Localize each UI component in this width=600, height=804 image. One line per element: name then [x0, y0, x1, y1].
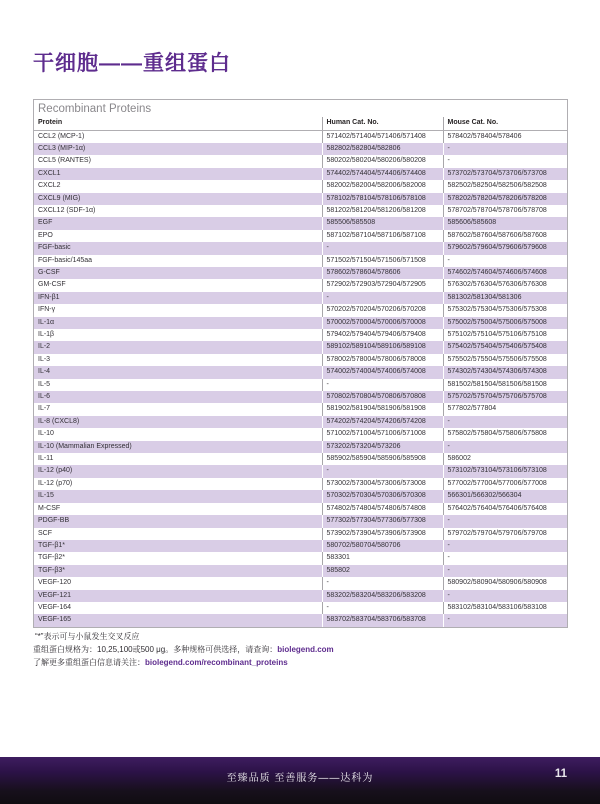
table-row	[34, 143, 567, 155]
footer-slogan: 至臻品质 至善服务——达科为	[226, 773, 374, 784]
mouse-cat-cell: 577802/577804	[443, 403, 567, 415]
mouse-cat-cell: 576402/576404/576406/576408	[443, 503, 567, 515]
protein-cell: VEGF-164	[38, 603, 72, 611]
protein-cell: IFN-γ	[38, 306, 56, 314]
human-cat-cell: 578602/578604/578606	[322, 267, 443, 279]
human-cat-cell: 570302/570304/570306/570308	[322, 490, 443, 502]
protein-cell: IL-1β	[38, 331, 55, 338]
mouse-cat-cell: 579602/579604/579606/579608	[443, 242, 567, 254]
column-header-protein: Protein	[34, 117, 322, 130]
table-row	[34, 341, 567, 353]
table-row	[34, 317, 567, 329]
mouse-cat-cell: 582502/582504/582506/582508	[443, 180, 567, 192]
protein-cell: TGF-β3*	[38, 566, 65, 574]
table-row	[34, 577, 567, 589]
protein-cell: IL-7	[38, 405, 51, 413]
human-cat-cell: 583301	[322, 552, 443, 564]
mouse-cat-cell: 575702/575704/575706/575708	[443, 391, 567, 403]
protein-cell: CXCL1	[38, 169, 61, 177]
human-cat-cell: 581902/581904/581906/581908	[322, 403, 443, 415]
mouse-cat-cell: 578202/578204/578206/578208	[443, 193, 567, 205]
protein-cell: IL-4	[38, 368, 51, 376]
protein-cell: CCL5 (RANTES)	[38, 157, 91, 165]
protein-cell: IL-12 (p70)	[38, 479, 73, 487]
human-cat-cell: 573202/573204/573206	[322, 441, 443, 453]
human-cat-cell: 570802/570804/570806/570808	[322, 391, 443, 403]
human-cat-cell: -	[322, 465, 443, 477]
human-cat-cell: 582002/582004/582006/582008	[322, 180, 443, 192]
human-cat-cell: 570202/570204/570206/570208	[322, 304, 443, 316]
mouse-cat-cell: -	[443, 540, 567, 552]
protein-cell: IFN-β1	[38, 293, 60, 301]
table-row	[34, 155, 567, 167]
mouse-cat-cell: 566301/566302/566304	[443, 490, 567, 502]
human-cat-cell: 582802/582804/582806	[322, 143, 443, 155]
table-row	[34, 515, 567, 527]
table-row	[34, 441, 567, 453]
mouse-cat-cell: 581502/581504/581506/581508	[443, 379, 567, 391]
protein-table	[34, 117, 567, 627]
table-row	[34, 292, 567, 304]
table-row	[34, 453, 567, 465]
table-header-row	[34, 117, 567, 130]
human-cat-cell: 581202/581204/581206/581208	[322, 205, 443, 217]
table-row	[34, 490, 567, 502]
mouse-cat-cell: 580902/580904/580906/580908	[443, 577, 567, 589]
table-row	[34, 565, 567, 577]
mouse-cat-cell: -	[443, 441, 567, 453]
protein-cell: VEGF-165	[38, 616, 72, 624]
footnotes	[33, 630, 568, 669]
mouse-cat-cell: 575302/575304/575306/575308	[443, 304, 567, 316]
table-row	[34, 329, 567, 341]
table-row	[34, 602, 567, 614]
footnote-sizes	[33, 643, 568, 656]
human-cat-cell: 577302/577304/577306/577308	[322, 515, 443, 527]
human-cat-cell: 574402/574404/574406/574408	[322, 168, 443, 180]
mouse-cat-cell: 575102/575104/575106/575108	[443, 329, 567, 341]
footer-bar	[0, 757, 600, 804]
table-row	[34, 180, 567, 192]
human-cat-cell: 585802	[322, 565, 443, 577]
table-row	[34, 366, 567, 378]
human-cat-cell: 574202/574204/574206/574208	[322, 416, 443, 428]
protein-cell: CCL3 (MIP-1α)	[38, 144, 86, 152]
table-row	[34, 279, 567, 291]
protein-cell: VEGF-121	[38, 591, 72, 599]
protein-cell: TGF-β1*	[38, 541, 65, 549]
mouse-cat-cell: 579702/579704/579706/579708	[443, 528, 567, 540]
human-cat-cell: 574802/574804/574806/574808	[322, 503, 443, 515]
human-cat-cell: 572902/572903/572904/572905	[322, 279, 443, 291]
protein-cell: CXCL9 (MIG)	[38, 194, 81, 202]
human-cat-cell: 589102/589104/589106/589108	[322, 341, 443, 353]
protein-cell: FGF-basic	[38, 244, 71, 252]
protein-cell: CXCL12 (SDF-1α)	[38, 206, 96, 214]
table-row	[34, 304, 567, 316]
human-cat-cell: 580702/580704/580706	[322, 540, 443, 552]
human-cat-cell: -	[322, 379, 443, 391]
human-cat-cell: 574002/574004/574006/574008	[322, 366, 443, 378]
human-cat-cell: 580202/580204/580206/580208	[322, 155, 443, 167]
mouse-cat-cell: 574602/574604/574606/574608	[443, 267, 567, 279]
table-row	[34, 193, 567, 205]
human-cat-cell: -	[322, 577, 443, 589]
mouse-cat-cell: 575402/575404/575406/575408	[443, 341, 567, 353]
human-cat-cell: 579402/579404/579406/579408	[322, 329, 443, 341]
protein-cell: IL-1α	[38, 318, 55, 326]
table-row	[34, 540, 567, 552]
mouse-cat-cell: -	[443, 255, 567, 267]
human-cat-cell: -	[322, 292, 443, 304]
protein-cell: IL-6	[38, 393, 51, 401]
mouse-cat-cell: -	[443, 565, 567, 577]
protein-cell: CCL2 (MCP-1)	[38, 132, 85, 140]
table-row	[34, 465, 567, 477]
mouse-cat-cell: 587602/587604/587606/587608	[443, 230, 567, 242]
protein-cell: M-CSF	[38, 504, 61, 512]
protein-cell: IL-12 (p40)	[38, 467, 73, 475]
protein-cell: PDGF-BB	[38, 517, 70, 525]
recombinant-proteins-table	[33, 99, 568, 628]
table-row	[34, 354, 567, 366]
page-number: 11	[554, 768, 567, 780]
protein-cell: G-CSF	[38, 268, 60, 276]
table-row	[34, 168, 567, 180]
protein-table-body	[34, 130, 567, 627]
mouse-cat-cell: -	[443, 614, 567, 626]
mouse-cat-cell: 578702/578704/578706/578708	[443, 205, 567, 217]
protein-cell: IL-10 (Mammalian Expressed)	[38, 442, 132, 450]
protein-cell: EGF	[38, 219, 53, 227]
mouse-cat-cell: -	[443, 416, 567, 428]
protein-cell: FGF-basic/145aa	[38, 256, 93, 264]
table-row	[34, 391, 567, 403]
human-cat-cell: 578102/578104/578106/578108	[322, 193, 443, 205]
mouse-cat-cell: -	[443, 143, 567, 155]
human-cat-cell: 587102/587104/587106/587108	[322, 230, 443, 242]
protein-cell: GM-CSF	[38, 281, 66, 289]
mouse-cat-cell: 574302/574304/574306/574308	[443, 366, 567, 378]
mouse-cat-cell: 585606/585608	[443, 217, 567, 229]
mouse-cat-cell: 573702/573704/573706/573708	[443, 168, 567, 180]
mouse-cat-cell: 575502/575504/575506/575508	[443, 354, 567, 366]
footnote-cross-reactivity: “*”表示可与小鼠发生交叉反应	[35, 632, 140, 641]
mouse-cat-cell: -	[443, 155, 567, 167]
mouse-cat-cell: -	[443, 515, 567, 527]
protein-cell: IL-11	[38, 455, 54, 463]
protein-cell: IL-8 (CXCL8)	[38, 417, 80, 425]
protein-cell: CXCL2	[38, 182, 61, 190]
table-row	[34, 267, 567, 279]
protein-cell: IL-2	[38, 343, 51, 351]
protein-cell: EPO	[38, 231, 53, 239]
protein-cell: IL-10	[38, 430, 54, 438]
human-cat-cell: 578002/578004/578006/578008	[322, 354, 443, 366]
mouse-cat-cell: 575002/575004/575006/575008	[443, 317, 567, 329]
column-header-mouse-cat-no: Mouse Cat. No.	[443, 117, 567, 130]
table-row	[34, 552, 567, 564]
mouse-cat-cell: -	[443, 590, 567, 602]
protein-cell: IL-15	[38, 492, 54, 500]
protein-cell: SCF	[38, 529, 52, 537]
human-cat-cell: 585902/585904/585906/585908	[322, 453, 443, 465]
table-title: Recombinant Proteins	[38, 103, 152, 115]
table-row	[34, 503, 567, 515]
footnote-more-info	[33, 656, 568, 669]
page-title: 干细胞——重组蛋白	[33, 52, 231, 75]
footnote-sizes-text: 重组蛋白规格为：10,25,100或500 μg。多种规格可供选择，请查询：	[33, 645, 278, 654]
recombinant-proteins-link[interactable]: biolegend.com/recombinant_proteins	[145, 658, 288, 667]
mouse-cat-cell: 573102/573104/573106/573108	[443, 465, 567, 477]
table-row	[34, 416, 567, 428]
human-cat-cell: 570002/570004/570006/570008	[322, 317, 443, 329]
table-row	[34, 403, 567, 415]
mouse-cat-cell: 586002	[443, 453, 567, 465]
table-row	[34, 242, 567, 254]
mouse-cat-cell: 575802/575804/575806/575808	[443, 428, 567, 440]
table-row	[34, 130, 567, 143]
table-row	[34, 379, 567, 391]
human-cat-cell: 583702/583704/583706/583708	[322, 614, 443, 626]
table-row	[34, 478, 567, 490]
mouse-cat-cell: 578402/578404/578406	[443, 130, 567, 143]
table-row	[34, 614, 567, 626]
human-cat-cell: 571502/571504/571506/571508	[322, 255, 443, 267]
mouse-cat-cell: 577002/577004/577006/577008	[443, 478, 567, 490]
human-cat-cell: 585506/585508	[322, 217, 443, 229]
human-cat-cell: 583202/583204/583206/583208	[322, 590, 443, 602]
table-row	[34, 528, 567, 540]
human-cat-cell: 573902/573904/573906/573908	[322, 528, 443, 540]
mouse-cat-cell: -	[443, 552, 567, 564]
table-row	[34, 428, 567, 440]
protein-cell: IL-3	[38, 355, 51, 363]
protein-cell: VEGF-120	[38, 579, 72, 587]
protein-cell: IL-5	[38, 380, 51, 388]
human-cat-cell: 571002/571004/571006/571008	[322, 428, 443, 440]
table-row	[34, 255, 567, 267]
table-row	[34, 230, 567, 242]
human-cat-cell: -	[322, 242, 443, 254]
table-row	[34, 217, 567, 229]
mouse-cat-cell: 583102/583104/583106/583108	[443, 602, 567, 614]
biolegend-link[interactable]: biolegend.com	[277, 645, 334, 654]
human-cat-cell: 571402/571404/571406/571408	[322, 130, 443, 143]
protein-cell: TGF-β2*	[38, 554, 65, 562]
human-cat-cell: -	[322, 602, 443, 614]
mouse-cat-cell: 581302/581304/581306	[443, 292, 567, 304]
column-header-human-cat-no: Human Cat. No.	[322, 117, 443, 130]
human-cat-cell: 573002/573004/573006/573008	[322, 478, 443, 490]
table-row	[34, 205, 567, 217]
footnote-more-info-text: 了解更多重组蛋白信息请关注：	[33, 658, 145, 667]
mouse-cat-cell: 576302/576304/576306/576308	[443, 279, 567, 291]
table-row	[34, 590, 567, 602]
